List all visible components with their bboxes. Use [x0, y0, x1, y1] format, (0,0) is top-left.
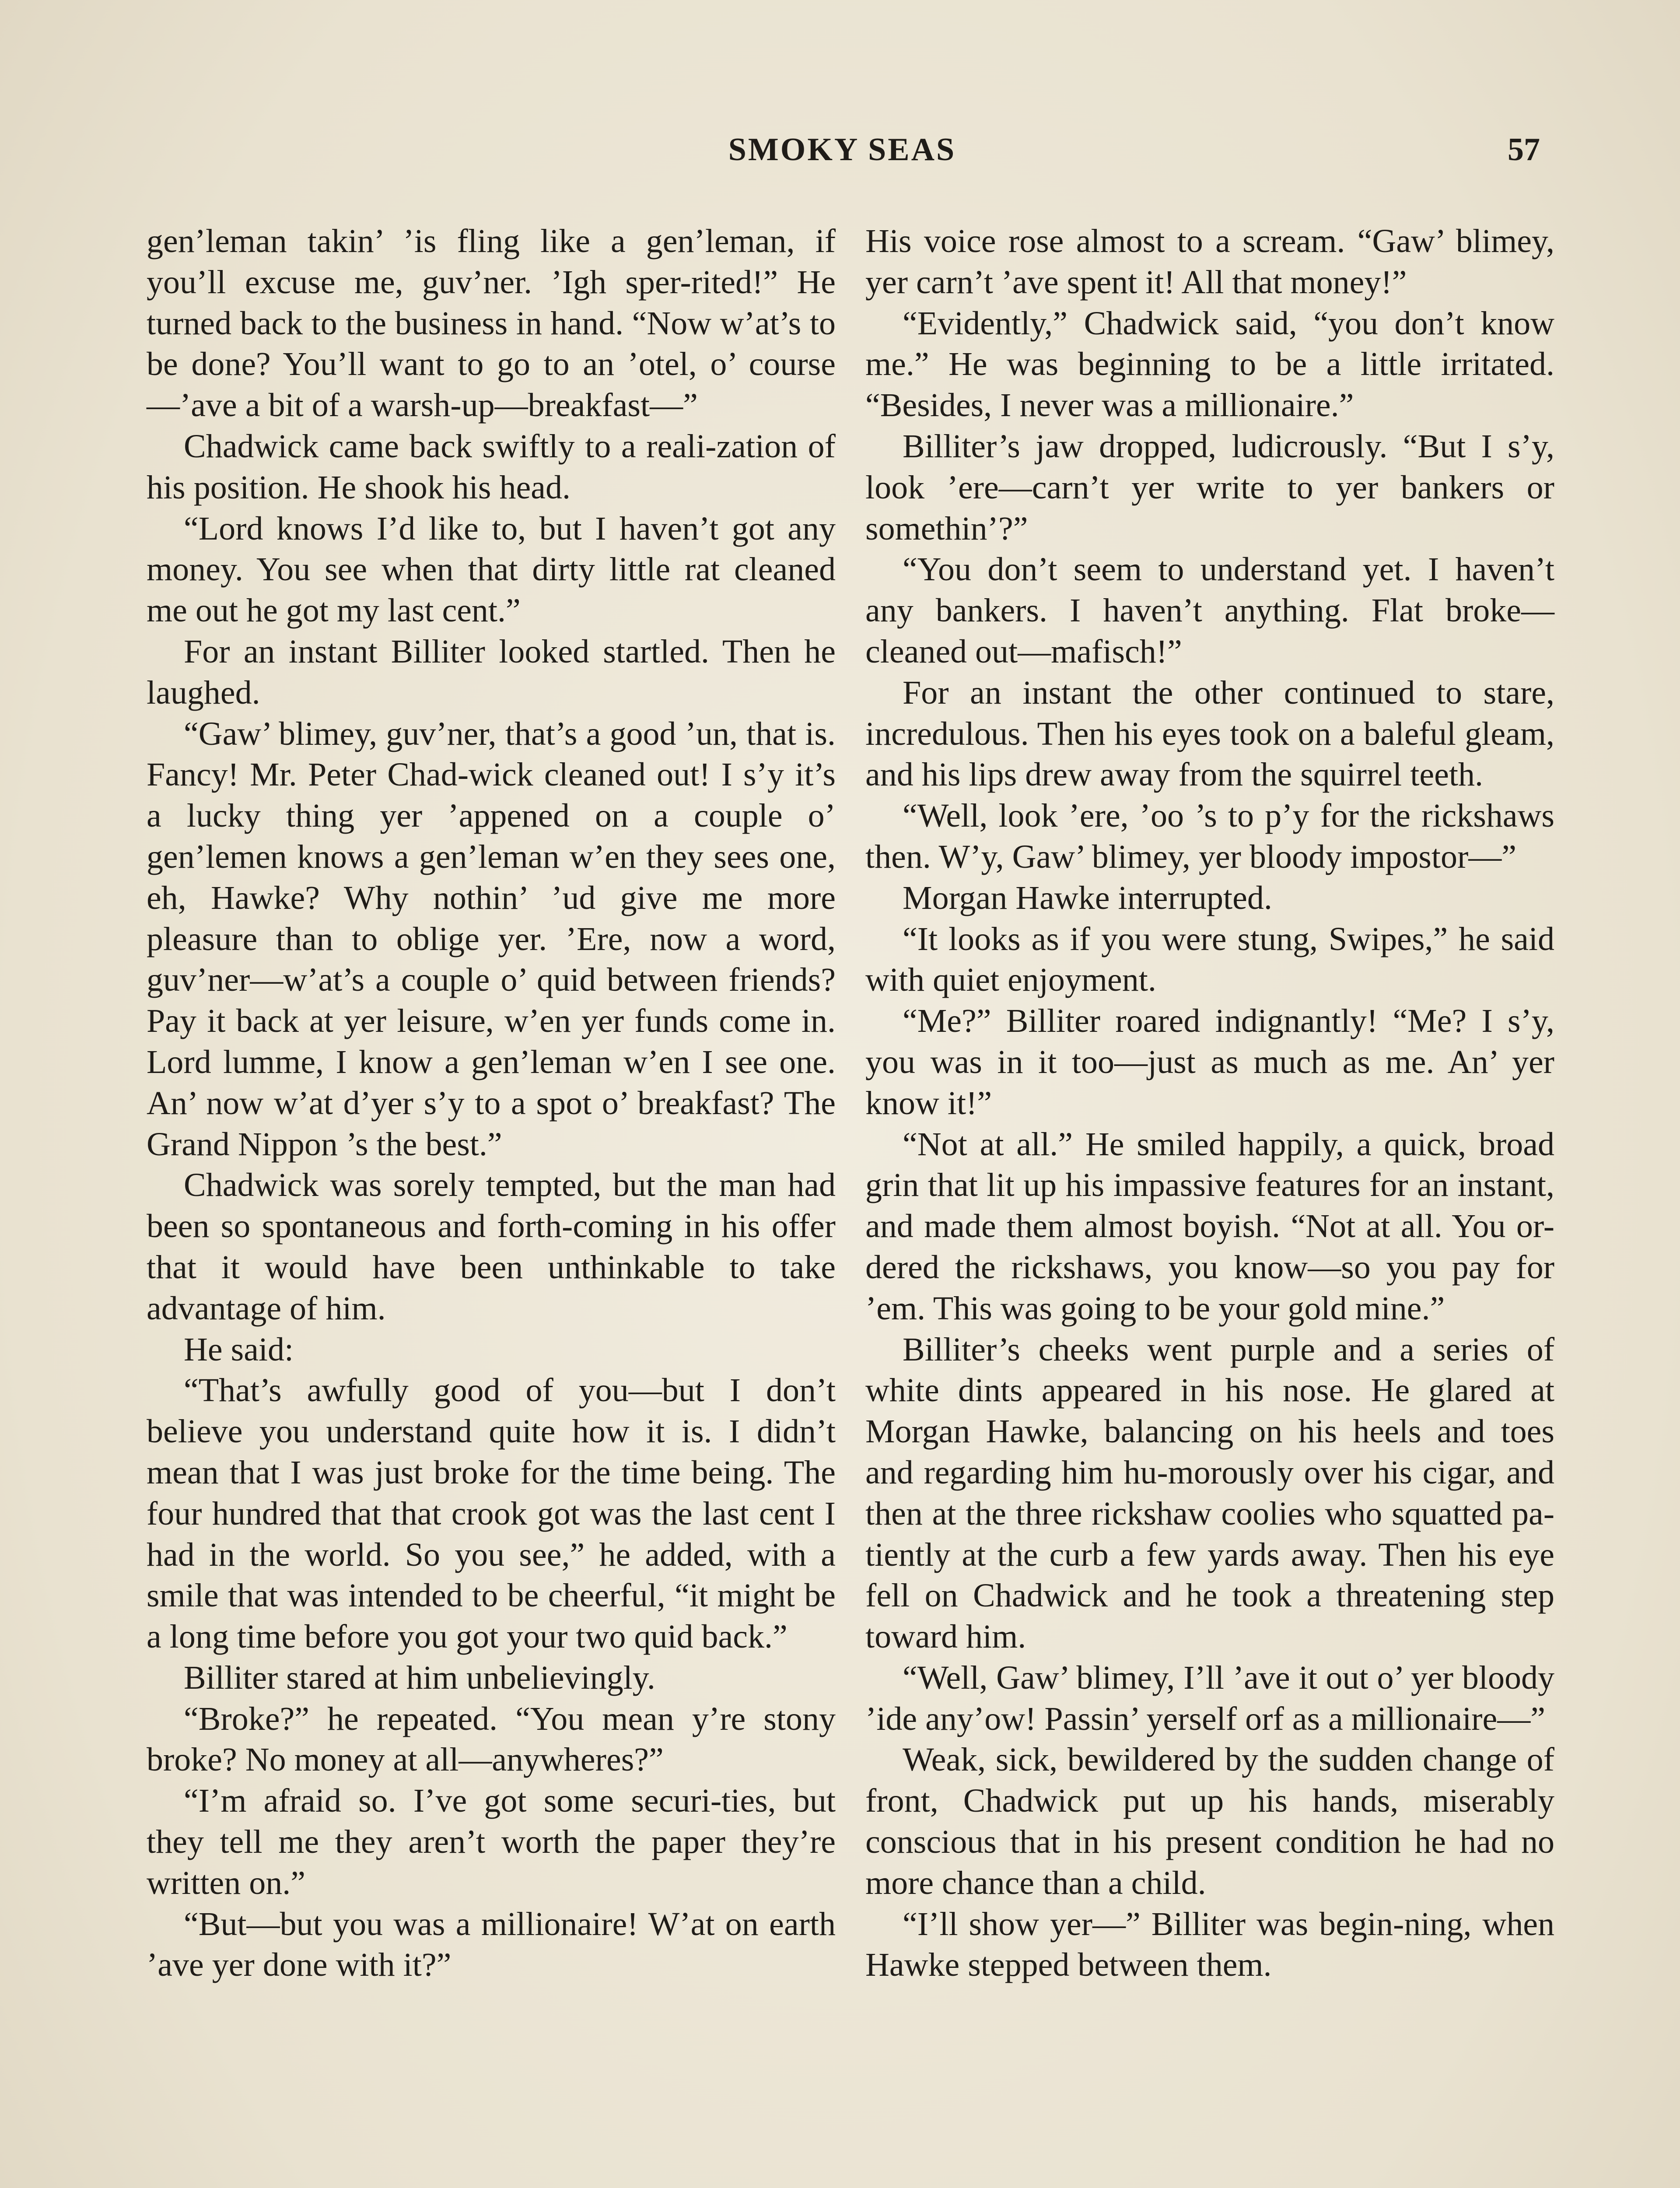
paragraph: “You don’t seem to understand yet. I haven’t any bankers. I haven’t anything. Flat broke—cleaned out—mafisch!” — [865, 551, 1554, 670]
paragraph: “Gaw’ blimey, guv’ner, that’s a good ’un, that is. Fancy! Mr. Peter Chad-wick cleaned out! I s’y it’s a lucky thing yer ’appened on a couple o’ gen’lemen knows a gen’leman w’en they sees one, eh, Hawke? Why nothin’ ’ud give me more pleasure than to oblige yer. ’Ere, now a word, guv’ner—w’at’s a couple o’ quid between friends? Pay it back at yer leisure, w’en yer funds come in. Lord lumme, I know a gen’leman w’en I see one. An’ now w’at d’yer s’y to a spot o’ breakfast? The Grand Nippon ’s the best.” — [147, 715, 836, 1163]
page-number: 57 — [1508, 132, 1540, 168]
paragraph: “Broke?” he repeated. “You mean y’re stony broke? No money at all—anywheres?” — [147, 1700, 836, 1778]
paragraph: Chadwick was sorely tempted, but the man had been so spontaneous and forth-coming in his offer that it would have been unthinkable to take advantage of him. — [147, 1167, 836, 1327]
paragraph: Chadwick came back swiftly to a reali-zation of his position. He shook his head. — [147, 428, 836, 506]
paragraph: “Well, Gaw’ blimey, I’ll ’ave it out o’ yer bloody ’ide any’ow! Passin’ yerself orf as a millionaire—” — [865, 1659, 1554, 1737]
running-head: SMOKY SEAS — [728, 132, 956, 168]
paragraph: “Well, look ’ere, ’oo ’s to p’y for the rickshaws then. W’y, Gaw’ blimey, yer bloody impostor—” — [865, 797, 1554, 875]
paragraph: “Me?” Billiter roared indignantly! “Me? I s’y, you was in it too—just as much as me. An’ yer know it!” — [865, 1003, 1554, 1122]
paragraph: “Not at all.” He smiled happily, a quick, broad grin that lit up his impassive features for an instant, and made them almost boyish. “Not at all. You or-dered the rickshaws, you know—so you pay for ’em. This was going to be your gold mine.” — [865, 1126, 1554, 1327]
paragraph: “I’ll show yer—” Billiter was begin-ning, when Hawke stepped between them. — [865, 1905, 1554, 1984]
right-column — [865, 221, 1554, 1986]
paragraph: “That’s awfully good of you—but I don’t believe you understand quite how it is. I didn’t mean that I was just broke for the time being. The four hundred that that crook got was the last cent I had in the world. So you see,” he added, with a smile that was intended to be cheerful, “it might be a long time before you got your two quid back.” — [147, 1372, 836, 1655]
paragraph: “It looks as if you were stung, Swipes,” he said with quiet enjoyment. — [865, 920, 1554, 999]
left-column — [147, 221, 836, 1986]
page-header — [144, 131, 1540, 179]
paragraph: Billiter’s jaw dropped, ludicrously. “But I s’y, look ’ere—carn’t yer write to yer bankers or somethin’?” — [865, 428, 1554, 547]
paragraph: For an instant Billiter looked startled. Then he laughed. — [147, 633, 836, 711]
paragraph: “Evidently,” Chadwick said, “you don’t know me.” He was beginning to be a little irritated. “Besides, I never was a millionaire.” — [865, 305, 1554, 424]
paragraph: He said: — [184, 1331, 294, 1368]
paragraph: For an instant the other continued to stare, incredulous. Then his eyes took on a baleful gleam, and his lips drew away from the squirrel teeth. — [865, 674, 1554, 793]
paragraph: Billiter stared at him unbelievingly. — [184, 1659, 655, 1696]
paragraph: gen’leman takin’ ’is fling like a gen’leman, if you’ll excuse me, guv’ner. ’Igh sper-rited!” He turned back to the business in hand. “Now w’at’s to be done? You’ll want to go to an ’otel, o’ course—’ave a bit of a warsh-up—breakfast—” — [147, 223, 836, 424]
paragraph: “Lord knows I’d like to, but I haven’t got any money. You see when that dirty little rat cleaned me out he got my last cent.” — [147, 510, 836, 629]
paragraph: Weak, sick, bewildered by the sudden change of front, Chadwick put up his hands, miserably conscious that in his present condition he had no more chance than a child. — [865, 1741, 1554, 1901]
paragraph: “I’m afraid so. I’ve got some securi-ties, but they tell me they aren’t worth the paper they’re written on.” — [147, 1782, 836, 1901]
paragraph: His voice rose almost to a scream. “Gaw’ blimey, yer carn’t ’ave spent it! All that money!” — [865, 223, 1554, 301]
paragraph: Morgan Hawke interrupted. — [903, 879, 1272, 916]
paragraph: Billiter’s cheeks went purple and a series of white dints appeared in his nose. He glared at Morgan Hawke, balancing on his heels and toes and regarding him hu-morously over his cigar, and then at the three rickshaw coolies who squatted pa-tiently at the curb a few yards away. Then his eye fell on Chadwick and he took a threatening step toward him. — [865, 1331, 1554, 1655]
paragraph: “But—but you was a millionaire! W’at on earth ’ave yer done with it?” — [147, 1905, 836, 1984]
